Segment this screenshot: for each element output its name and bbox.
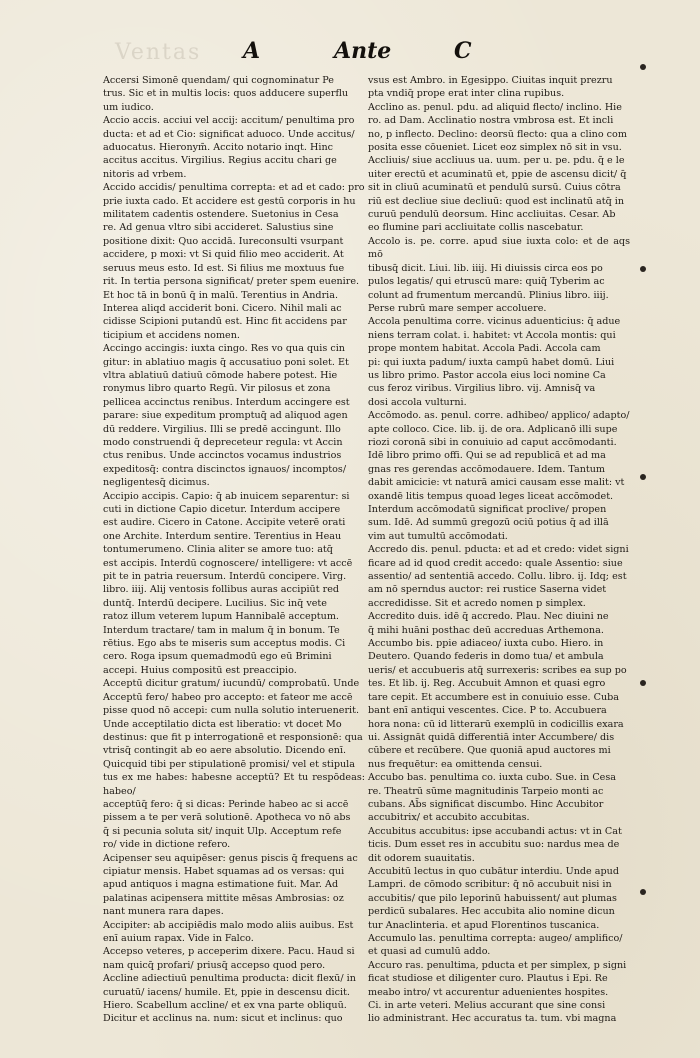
text-line: prie iuxta cado. Et accidere est gestū corporis in hu bbox=[103, 195, 356, 207]
text-line: accepi. Huius compositū est preaccipio. bbox=[103, 664, 297, 676]
text-line: tus ex me habes: habesne acceptū? Et tu respōdeas: habeo/ bbox=[103, 772, 365, 797]
text-line: apud antiquos i magna estimatione fuit. Mar. Ad bbox=[103, 879, 339, 891]
left-text-column bbox=[103, 74, 365, 1026]
text-line: tur Anaclinteria. et apud Florentinos tuscanica. bbox=[368, 919, 600, 931]
text-line: cubans. Ab̄s significat discumbo. Hinc Accubitor bbox=[368, 798, 604, 810]
text-line: us libro primo. Pastor accola eius loci nomine Ca bbox=[368, 369, 606, 381]
text-line: vltra ablatiuū datiuū cōmode habere potest. Hie bbox=[103, 369, 338, 381]
text-line: Accuro ras. penultima, pducta et per simplex, p signi bbox=[368, 959, 627, 971]
text-line: Accido accidis/ penultima correpta: et ad et cado: pro bbox=[103, 182, 365, 194]
text-line: one Archite. Interdum sentire. Terentius in Heau bbox=[103, 530, 342, 542]
text-line: Hiero. Scabellum accline/ et ex vna parte obliquū. bbox=[103, 1000, 347, 1012]
text-line: lio administrant. Hec accuratus ta. tum. vbi magna bbox=[368, 1013, 617, 1025]
text-line: positione dixit: Quo accidā. Iureconsulti vsurpant bbox=[103, 235, 344, 247]
binding-hole-mark bbox=[640, 889, 646, 895]
text-line: assentio/ ad sententiā accedo. Collu. libro. ij. Idq; est bbox=[368, 571, 627, 583]
header-letter-right: C bbox=[454, 38, 472, 64]
text-line: dit odorem suauitatis. bbox=[368, 852, 475, 864]
text-line: Accōmodo. as. penul. corre. adhibeo/ applico/ adapto/ bbox=[368, 410, 630, 422]
text-line: Idē libro primo offi. Qui se ad republicā et ad ma bbox=[368, 450, 606, 462]
text-line: q̄ mihi huāni posthac deū accreduas Arthemona. bbox=[368, 624, 604, 636]
text-line: dū reddere. Virgilius. Illi se predē accingunt. Illo bbox=[103, 423, 341, 435]
text-line: accredidisse. Sit et acredo nomen p simplex. bbox=[368, 597, 586, 609]
text-line: nam quicq̄ profari/ priusq̄ accepso quod pero. bbox=[103, 959, 326, 971]
text-line: Lampri. de cōmodo scribitur: q̄ nō accubuit nisi in bbox=[368, 879, 612, 891]
text-line: meabo intro/ vt accurentur aduenientes hospites. bbox=[368, 986, 609, 998]
text-line: colunt ad frumentum mercandū. Plinius libro. iiij. bbox=[368, 289, 609, 301]
text-line: est audire. Cicero in Catone. Accipite veterē orati bbox=[103, 517, 346, 529]
text-line: ctus renibus. Unde accinctos vocamus industrios bbox=[103, 450, 342, 462]
text-line: am nō sperndus auctor: rei rustice Saserna videt bbox=[368, 584, 607, 596]
text-line: Acceptū fero/ habeo pro accepto: et fateor me accē bbox=[103, 691, 353, 703]
header-letter-left: A bbox=[243, 38, 261, 64]
text-line: Accepso veteres, p acceperim dixere. Pacu. Haud si bbox=[103, 946, 355, 958]
text-line: Accersi Simonē quendam/ qui cognominatur Pe bbox=[103, 75, 334, 86]
text-line: Accipio accipis. Capio: q̄ ab inuicem separentur: si bbox=[103, 490, 350, 502]
text-line: Interdum accōmodatū significat proclive/ propen bbox=[368, 504, 607, 515]
text-line: trus. Sic et in multis locis: quos adducere superflu bbox=[103, 88, 349, 100]
binding-hole-mark bbox=[640, 64, 646, 70]
text-line: palatinas acipensera mittite mēsas Ambrosias: oz bbox=[103, 892, 344, 904]
binding-hole-mark bbox=[640, 474, 646, 480]
text-line: pta vndiq̄ prope erat inter clina rupibus. bbox=[368, 88, 565, 100]
text-line: nant munera rara dapes. bbox=[103, 906, 224, 918]
running-header bbox=[0, 38, 700, 72]
text-line: et quasi ad cumulū addo. bbox=[368, 946, 491, 958]
text-line: accidere, p moxi: vt Si quid filio meo acciderit. At bbox=[103, 249, 344, 261]
text-line: nus frequētur: ea omittenda censui. bbox=[368, 758, 543, 770]
text-line: sit in cliuū acuminatū et pendulū sursū. Cuius cōtra bbox=[368, 182, 621, 194]
text-line: accitus accitus. Virgilius. Regius accitu chari ge bbox=[103, 155, 337, 167]
text-line: uiter erectū et acuminatū et, ppie de ascensu dicit/ q̄ bbox=[368, 168, 627, 180]
text-line: ficare ad id quod credit accedo: quale Assentio: siue bbox=[368, 557, 623, 569]
text-line: pisse quod nō accepi: cum nulla solutio interuenerit. bbox=[103, 705, 360, 717]
text-line: curuatū/ iacens/ humile. Et, ppie in descensu dicit. bbox=[103, 986, 350, 998]
text-line: rētius. Ego abs te miseris sum acceptus modis. Ci bbox=[103, 638, 346, 650]
text-line: Deutero. Quando federis in domo tua/ et ambula bbox=[368, 651, 604, 663]
text-line: ueris/ et accubueris atq̄ surrexeris: scribes ea sup po bbox=[368, 664, 627, 676]
text-line: Interdum tractare/ tam in malum q̄ in bonum. Te bbox=[103, 624, 340, 636]
header-center-word: Ante bbox=[334, 38, 392, 64]
text-line: Accumbo bis. ppie adiaceo/ iuxta cubo. Hiero. in bbox=[368, 638, 604, 650]
text-line: duntq̄. Interdū decipere. Lucilius. Sic inq̄ vete bbox=[103, 597, 327, 609]
text-line: Quicquid tibi per stipulationē promisi/ vel et stipula bbox=[103, 758, 355, 770]
text-line: Accredito duis. idē q̄ accredo. Plau. Nec diuini ne bbox=[368, 611, 609, 623]
text-line: ticipium et accidens nomen. bbox=[103, 329, 240, 341]
text-line: cidisse Scipioni putandū est. Hinc fit accidens par bbox=[103, 316, 347, 328]
text-line: accubitis/ que pilo leporinū habuissent/ aut plumas bbox=[368, 892, 617, 904]
text-line: riū est decliue siue decliuū: quod est inclinatū atq̄ in bbox=[368, 195, 625, 207]
text-line: Accumulo las. penultima correpta: augeo/ amplifico/ bbox=[368, 933, 623, 944]
text-line: ratoz illum veterem lupum Hannibalē acceptum. bbox=[103, 611, 339, 623]
text-line: destinus: que fit p interrogationē et responsionē: qua bbox=[103, 731, 363, 743]
text-line: gitur: in ablatiuo magis q̄ accusatiuo poni solet. Et bbox=[103, 356, 349, 368]
text-line: ro/ vide in dictione refero. bbox=[103, 839, 231, 851]
text-line: acceptūq̄ fero: q̄ si dicas: Perinde habeo ac si accē bbox=[103, 798, 349, 810]
text-line: Accredo dis. penul. pducta: et ad et credo: videt signi bbox=[368, 544, 629, 556]
text-line: ui. Assignāt quidā differentiā inter Accumbere/ dis bbox=[368, 731, 615, 743]
text-line: Acclino as. penul. pdu. ad aliquid flecto/ inclino. Hie bbox=[368, 101, 622, 113]
text-line: no, p inflecto. Declino: deorsū flecto: qua a clino com bbox=[368, 128, 627, 140]
text-line: cūbere et recūbere. Que quoniā apud auctores mi bbox=[368, 745, 611, 757]
text-line: Accipiter: ab accipiēdis malo modo aliis auibus. Est bbox=[103, 919, 354, 931]
text-line: Dicitur et acclinus na. num: sicut et inclinus: quo bbox=[103, 1013, 343, 1025]
text-line: Accline adiectiuū penultima producta: dicit flexū/ in bbox=[103, 973, 356, 985]
text-line: re. Theatrū sūme magnitudinis Tarpeio monti ac bbox=[368, 785, 604, 797]
text-line: Interea aliqd acciderit boni. Cicero. Nihil mali ac bbox=[103, 302, 342, 314]
text-line: Perse rubrū mare semper accoluere. bbox=[368, 302, 547, 314]
text-line: ronymus libro quarto Regū. Vir pilosus et zona bbox=[103, 383, 331, 395]
text-line: pissem a te per verā solutionē. Apotheca vo nō abs bbox=[103, 812, 351, 824]
text-line: pit te in patria reuersum. Interdū concipere. Virg. bbox=[103, 571, 347, 583]
text-line: tes. Et lib. ij. Reg. Accubuit Amnon et quasi egro bbox=[368, 678, 606, 690]
text-line: apte colloco. Cice. lib. ij. de ora. Adplicanō illi supe bbox=[368, 423, 618, 435]
text-line: bant enī antiqui vescentes. Cice. P to. Accubuera bbox=[368, 705, 607, 717]
text-line: expeditosq̄: contra discinctos ignauos/ incomptos/ bbox=[103, 463, 347, 475]
text-line: vim aut tumultū accōmodati. bbox=[368, 530, 508, 542]
text-line: prope montem habitat. Accola Padi. Accola cam bbox=[368, 343, 601, 355]
text-line: Accliuis/ siue accliuus ua. uum. per u. pe. pdu. q̄ e le bbox=[368, 155, 625, 167]
text-line: est accipis. Interdū cognoscere/ intelligere: vt accē bbox=[103, 557, 353, 569]
text-line: ro. ad Dam. Acclinatio nostra vmbrosa est. Et incli bbox=[368, 115, 614, 127]
text-line: cuti in dictione Capio dicetur. Interdum accipere bbox=[103, 504, 341, 515]
text-line: militatem cadentis ostendere. Suetonius in Cesa bbox=[103, 209, 339, 221]
text-line: Accola penultima corre. vicinus aduenticius: q̄ adue bbox=[368, 316, 621, 328]
text-line: accubitrix/ et accubito accubitas. bbox=[368, 812, 530, 824]
text-line: pi: qui iuxta padum/ iuxta campū habet domū. Liui bbox=[368, 356, 615, 368]
text-line: Acipenser seu aquipēser: genus piscis q̄ frequens ac bbox=[103, 852, 358, 864]
text-line: cero. Roga ipsum quemadmodū ego eū Brimini bbox=[103, 651, 332, 663]
text-line: hora nona: cū id litterarū exemplū in codicillis exara bbox=[368, 718, 624, 730]
text-line: perdicū subalares. Hec accubita alio nomine dicun bbox=[368, 906, 615, 918]
text-line: Et hoc tā in bonū q̄ in malū. Terentius in Andria. bbox=[103, 289, 338, 301]
text-line: posita esse cōueniet. Licet eoz simplex nō sit in vsu. bbox=[368, 142, 622, 154]
text-line: oxandē litis tempus quoad leges liceat accōmodet. bbox=[368, 490, 614, 502]
binding-hole-mark bbox=[640, 266, 646, 272]
text-line: cipiatur mensis. Habet squamas ad os versas: qui bbox=[103, 865, 345, 877]
text-line: ticis. Dum esset res in accubitu suo: nardus mea de bbox=[368, 839, 620, 851]
text-line: ducta: et ad et Cio: significat aduoco. Unde accitus/ bbox=[103, 128, 355, 140]
text-line: libro. iiij. Alij ventosis follibus auras accipiūt red bbox=[103, 584, 340, 596]
text-line: nitoris ad vrbem. bbox=[103, 168, 187, 180]
text-line: negligentesq̄ dicimus. bbox=[103, 477, 210, 489]
text-line: tontumerumeno. Clinia aliter se amore tuo: atq̄ bbox=[103, 544, 333, 556]
text-line: dosi accola vulturni. bbox=[368, 396, 467, 408]
text-line: pellicea accinctus renibus. Interdum accingere est bbox=[103, 396, 350, 408]
text-line: Accubo bas. penultima co. iuxta cubo. Sue. in Cesa bbox=[368, 772, 616, 784]
text-line: riozi coronā sibi in conuiuio ad caput accōmodanti. bbox=[368, 436, 617, 448]
text-line: tare cepit. Et accumbere est in conuiuio esse. Cuba bbox=[368, 691, 620, 703]
text-line: vsus est Ambro. in Egesippo. Ciuitas inquit prezru bbox=[368, 75, 613, 86]
text-line: Accingo accingis: iuxta cingo. Res vo qua quis cin bbox=[103, 343, 345, 355]
text-line: sum. Idē. Ad summū gregozū ociū potius q̄ ad illā bbox=[368, 517, 609, 529]
text-line: pulos legatis/ qui etruscū mare: quiq̄ Tyberim ac bbox=[368, 276, 605, 288]
text-line: Accolo is. pe. corre. apud siue iuxta colo: et de aqs mō bbox=[368, 235, 630, 261]
text-line: seruus meus esto. Id est. Si filius me moxtuus fue bbox=[103, 262, 345, 274]
text-line: Accio accis. acciui vel accij: accitum/ penultima pro bbox=[103, 115, 355, 127]
text-line: cus feroz viribus. Virgilius libro. vij. Amnisq̄ va bbox=[368, 383, 596, 395]
text-line: dabit amicicie: vt naturā amici causam esse malit: vt bbox=[368, 477, 625, 489]
text-line: ficat studiose et diligenter curo. Plautus i Epi. Re bbox=[368, 973, 608, 985]
text-line: Ci. in arte veteri. Melius accurant que sine consi bbox=[368, 1000, 606, 1012]
text-line: parare: siue expeditum promptuq̄ ad aliquod agen bbox=[103, 410, 348, 422]
text-line: q̄ si pecunia soluta sit/ inquit Ulp. Acceptum refe bbox=[103, 825, 342, 837]
text-line: tibusq̄ dicit. Liui. lib. iiij. Hi diuissis circa eos po bbox=[368, 262, 603, 274]
binding-hole-mark bbox=[640, 680, 646, 686]
text-line: re. Ad genua vltro sibi accideret. Salustius sine bbox=[103, 222, 334, 234]
text-line: enī auium rapax. Vide in Falco. bbox=[103, 933, 254, 944]
bleed-through-text: Ventas bbox=[115, 40, 202, 65]
text-line: gnas res gerendas accōmodauere. Idem. Tantum bbox=[368, 463, 606, 475]
text-line: um iudico. bbox=[103, 101, 154, 113]
right-text-column bbox=[368, 74, 630, 1026]
text-line: Acceptū dicitur gratum/ iucundū/ comprobatū. Unde bbox=[103, 678, 360, 690]
text-line: aduocatus. Hieronym̄. Accito notario inqt. Hinc bbox=[103, 142, 333, 154]
text-line: vtrisq̄ contingit ab eo aere absolutio. Dicendo enī. bbox=[103, 745, 347, 757]
text-line: Unde acceptilatio dicta est liberatio: vt docet Mo bbox=[103, 718, 342, 730]
text-line: rit. In tertia persona significat/ preter spem euenire. bbox=[103, 276, 360, 288]
text-line: Accubitus accubitus: ipse accubandi actus: vt in Cat bbox=[368, 825, 622, 837]
text-line: modo construendi q̄ depreceteur regula: vt Accin bbox=[103, 436, 343, 448]
text-line: curuū pendulū deorsum. Hinc accliuitas. Cesar. Ab bbox=[368, 209, 616, 221]
text-line: eo flumine pari accliuitate collis nascebatur. bbox=[368, 222, 584, 234]
text-line: Accubitū lectus in quo cubātur interdiu. Unde apud bbox=[368, 865, 619, 877]
text-line: niens terram colat. i. habitet: vt Accola montis: qui bbox=[368, 329, 616, 341]
